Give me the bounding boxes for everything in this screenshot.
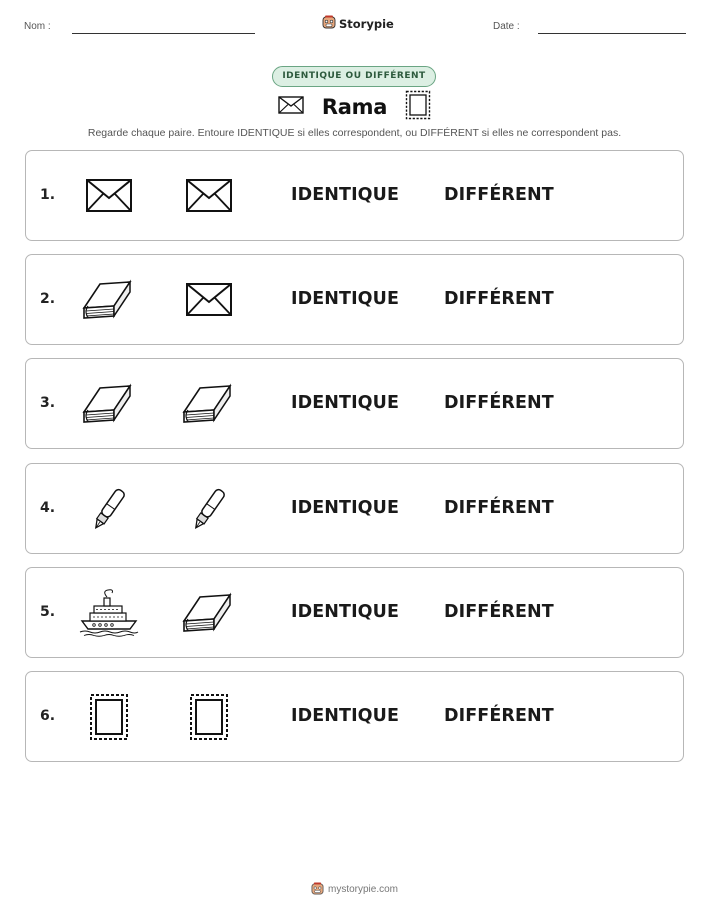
row-number: 6. [40, 708, 56, 724]
option-identique[interactable]: IDENTIQUE [291, 393, 400, 414]
book-icon [78, 380, 140, 428]
envelope-icon [178, 172, 240, 220]
book-icon [78, 276, 140, 324]
stamp-icon [78, 693, 140, 741]
option-different[interactable]: DIFFÉRENT [444, 706, 554, 726]
envelope-icon [178, 276, 240, 324]
worksheet-type-badge: IDENTIQUE OU DIFFÉRENT [272, 66, 436, 87]
option-identique[interactable]: IDENTIQUE [291, 601, 400, 622]
exercise-row [25, 567, 684, 658]
row-number: 1. [40, 187, 56, 203]
exercise-row [25, 671, 684, 762]
storypie-logo [322, 14, 394, 33]
option-identique[interactable]: IDENTIQUE [291, 497, 400, 518]
option-different[interactable]: DIFFÉRENT [444, 185, 554, 205]
envelope-icon [278, 96, 304, 118]
steamboat-icon [78, 589, 140, 637]
exercise-row [25, 254, 684, 345]
date-label: Date : [493, 21, 520, 32]
row-number: 4. [40, 499, 56, 516]
title-row [0, 92, 709, 122]
footer [0, 880, 709, 899]
brand-name: Storypie [339, 16, 394, 31]
fountain-pen-icon [178, 485, 240, 533]
storypie-mascot-icon [322, 14, 336, 33]
name-line[interactable] [72, 33, 255, 34]
exercise-row [25, 150, 684, 241]
row-number: 2. [40, 291, 56, 308]
option-different[interactable]: DIFFÉRENT [444, 289, 554, 310]
option-different[interactable]: DIFFÉRENT [444, 497, 554, 518]
option-different[interactable]: DIFFÉRENT [444, 393, 554, 414]
book-icon [178, 589, 240, 637]
exercise-row [25, 463, 684, 554]
stamp-icon [178, 693, 240, 741]
option-identique[interactable]: IDENTIQUE [291, 289, 400, 310]
book-icon [178, 380, 240, 428]
envelope-icon [78, 172, 140, 220]
exercise-row [25, 358, 684, 449]
date-line[interactable] [538, 33, 686, 34]
option-identique[interactable]: IDENTIQUE [291, 706, 400, 726]
name-label: Nom : [24, 21, 51, 32]
option-different[interactable]: DIFFÉRENT [444, 601, 554, 622]
page-title: Rama [321, 95, 388, 119]
stamp-icon [405, 90, 431, 124]
fountain-pen-icon [78, 485, 140, 533]
instructions: Regarde chaque paire. Entoure IDENTIQUE si elles correspondent, ou DIFFÉRENT si elles ne correspondent pas. [87, 127, 622, 139]
row-number: 3. [40, 395, 56, 412]
option-identique[interactable]: IDENTIQUE [291, 185, 400, 205]
row-number: 5. [40, 603, 56, 620]
footer-url: mystorypie.com [327, 884, 398, 895]
storypie-mascot-icon [311, 880, 324, 899]
